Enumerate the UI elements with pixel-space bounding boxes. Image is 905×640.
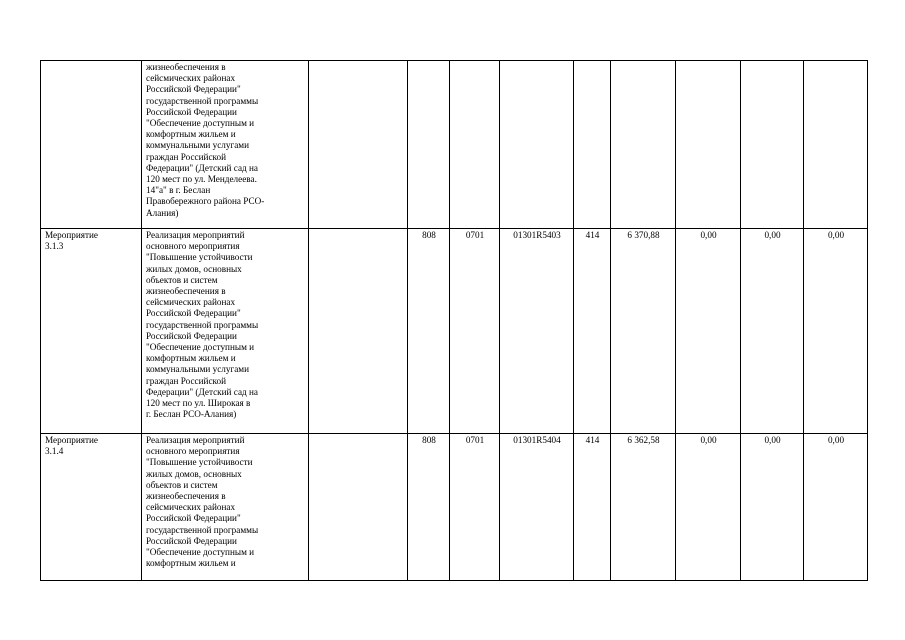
table-row <box>41 229 868 434</box>
row-description: жизнеобеспечения в сейсмических районах Российской Федерации" государственной программы Российской Федерации "Обеспечение доступным и комфортным жильем и коммунальными услугами граждан Российской Федерации" (Детский сад на 120 мест по ул. Менделеева. 14"а" в г. Беслан Правобережного района РСО- Алания) <box>142 61 309 229</box>
row-year-1: 6 370,88 <box>611 229 676 434</box>
table-row <box>41 61 868 229</box>
row-csr <box>500 61 574 229</box>
table-row <box>41 434 868 581</box>
row-year-4: 0,00 <box>804 434 868 581</box>
row-year-1 <box>611 61 676 229</box>
row-vr: 414 <box>574 229 611 434</box>
budget-table <box>40 60 868 581</box>
row-csr: 01301R5404 <box>500 434 574 581</box>
row-rzpr: 0701 <box>450 434 500 581</box>
row-rzpr: 0701 <box>450 229 500 434</box>
row-responsible <box>309 61 408 229</box>
row-grbs: 808 <box>408 229 450 434</box>
row-rzpr <box>450 61 500 229</box>
row-year-4 <box>804 61 868 229</box>
row-label <box>41 61 142 229</box>
row-description: Реализация мероприятий основного мероприятия "Повышение устойчивости жилых домов, основных объектов и систем жизнеобеспечения в сейсмических районах Российской Федерации" государственной программы Российской Федерации "Обеспечение доступным и комфортным жильем и коммунальными услугами граждан Российской Федерации" (Детский сад на 120 мест по ул. Широкая в г. Беслан РСО-Алания) <box>142 229 309 434</box>
row-year-3 <box>741 61 804 229</box>
row-year-3: 0,00 <box>741 434 804 581</box>
row-year-2: 0,00 <box>676 229 741 434</box>
row-grbs: 808 <box>408 434 450 581</box>
row-grbs <box>408 61 450 229</box>
row-description: Реализация мероприятий основного мероприятия "Повышение устойчивости жилых домов, основных объектов и систем жизнеобеспечения в сейсмических районах Российской Федерации" государственной программы Российской Федерации "Обеспечение доступным и комфортным жильем и <box>142 434 309 581</box>
row-year-1: 6 362,58 <box>611 434 676 581</box>
row-year-2: 0,00 <box>676 434 741 581</box>
row-responsible <box>309 229 408 434</box>
row-label: Мероприятие 3.1.3 <box>41 229 142 434</box>
row-csr: 01301R5403 <box>500 229 574 434</box>
row-year-2 <box>676 61 741 229</box>
row-year-4: 0,00 <box>804 229 868 434</box>
row-vr <box>574 61 611 229</box>
row-vr: 414 <box>574 434 611 581</box>
row-responsible <box>309 434 408 581</box>
row-year-3: 0,00 <box>741 229 804 434</box>
row-label: Мероприятие 3.1.4 <box>41 434 142 581</box>
